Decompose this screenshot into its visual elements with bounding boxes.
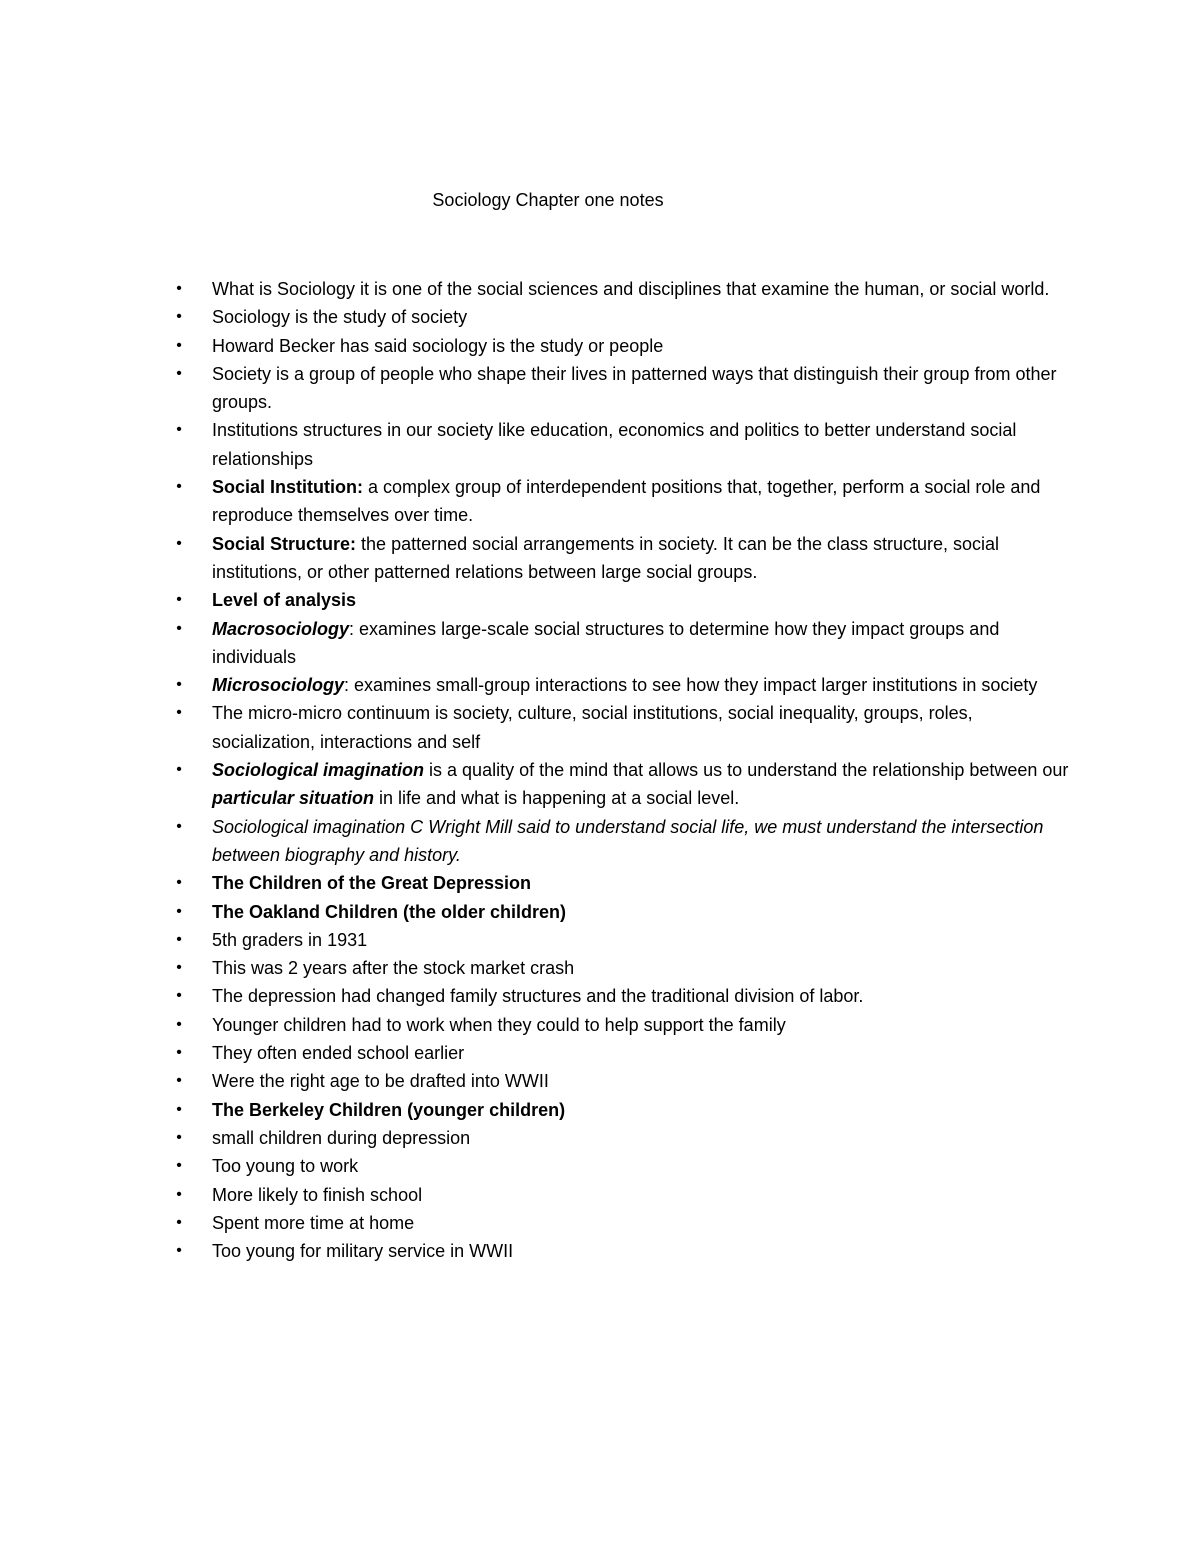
note-text: Were the right age to be drafted into WWII (212, 1071, 549, 1092)
note-text: : examines small-group interactions to see how they impact larger institutions in society (344, 675, 1038, 696)
bullet-icon: • (176, 591, 182, 609)
note-item (176, 360, 1072, 417)
note-text: Society is a group of people who shape their lives in patterned ways that distinguish their group from other groups. (212, 363, 1057, 413)
note-item-sociological-imagination (176, 756, 1072, 813)
note-item-microsociology (176, 671, 1072, 699)
note-item (176, 699, 1072, 756)
note-text: a complex group of interdependent positions that, together, perform a social role and reproduce themselves over time. (212, 477, 1041, 526)
bullet-icon: • (176, 1185, 182, 1203)
bullet-icon: • (176, 817, 182, 835)
bullet-icon: • (176, 959, 182, 977)
bullet-icon: • (176, 336, 182, 354)
note-text: 5th graders in 1931 (212, 929, 368, 950)
note-item-heading (176, 586, 1072, 614)
note-text: The micro-micro continuum is society, culture, social institutions, social inequality, groups, roles, socialization, interactions and self (212, 703, 973, 752)
note-item (176, 954, 1072, 982)
note-text: They often ended school earlier (212, 1043, 465, 1064)
bullet-icon: • (176, 280, 182, 297)
note-item (176, 1039, 1072, 1067)
bullet-icon: • (176, 1015, 182, 1033)
bullet-icon: • (176, 534, 182, 552)
note-item (176, 275, 1072, 303)
note-item-macrosociology (176, 615, 1072, 672)
note-text: is a quality of the mind that allows us to understand the relationship between our (424, 760, 1069, 781)
note-term: particular situation (212, 788, 375, 809)
note-term: Social Institution: (212, 477, 363, 498)
note-text: the patterned social arrangements in society. It can be the class structure, social institutions, or other patterned relations between large social groups. (212, 533, 1000, 582)
bullet-icon: • (176, 421, 182, 439)
note-item (176, 1067, 1072, 1095)
note-item (176, 1124, 1072, 1152)
note-text: small children during depression (212, 1127, 471, 1148)
note-term: Sociological imagination (212, 760, 425, 781)
bullet-icon: • (176, 1072, 182, 1090)
note-item (176, 1181, 1072, 1209)
note-item (176, 416, 1072, 473)
bullet-icon: • (176, 1100, 182, 1118)
note-text: Institutions structures in our society like education, economics and politics to better understand social relationships (212, 420, 1017, 469)
note-text: : examines large-scale social structures to determine how they impact groups and individuals (212, 618, 1000, 667)
note-text: The depression had changed family structures and the traditional division of labor. (212, 986, 864, 1007)
bullet-icon: • (176, 987, 182, 1005)
bullet-icon: • (176, 1242, 182, 1260)
note-item-social-institution (176, 473, 1072, 530)
note-text: Younger children had to work when they could to help support the family (212, 1014, 786, 1035)
note-item-heading (176, 898, 1072, 926)
note-text: What is Sociology it is one of the social sciences and disciplines that examine the human, or social world. (212, 279, 1050, 299)
note-item (176, 332, 1072, 360)
note-item (176, 1152, 1072, 1180)
bullet-icon: • (176, 308, 182, 326)
note-text: Sociological imagination C Wright Mill said to understand social life, we must understand the intersection between biography and history. (212, 816, 1044, 865)
note-text: More likely to finish school (212, 1184, 423, 1205)
note-text: Level of analysis (212, 590, 357, 611)
note-text: Sociology is the study of society (212, 307, 468, 328)
note-item-heading (176, 1096, 1072, 1124)
note-item (176, 1011, 1072, 1039)
bullet-icon: • (176, 704, 182, 722)
bullet-icon: • (176, 676, 182, 694)
note-text: Howard Becker has said sociology is the study or people (212, 335, 664, 356)
note-text: The Berkeley Children (younger children) (212, 1099, 566, 1120)
note-text: Too young for military service in WWII (212, 1241, 514, 1262)
note-item (176, 303, 1072, 331)
note-term: Social Structure: (212, 533, 357, 554)
bullet-icon: • (176, 1044, 182, 1062)
document-title: Sociology Chapter one notes (432, 190, 664, 210)
bullet-icon: • (176, 478, 182, 496)
bullet-icon: • (176, 364, 182, 382)
bullet-icon: • (176, 902, 182, 920)
note-term: Macrosociology (212, 618, 350, 639)
bullet-icon: • (176, 930, 182, 948)
note-item (176, 1209, 1072, 1237)
notes-list (176, 275, 1072, 1265)
note-term: Microsociology (212, 675, 345, 696)
note-item-social-structure (176, 530, 1072, 587)
note-item-italic (176, 813, 1072, 870)
note-text: Too young to work (212, 1156, 359, 1177)
note-text: The Oakland Children (the older children) (212, 901, 567, 922)
note-item (176, 926, 1072, 954)
note-text: This was 2 years after the stock market crash (212, 958, 575, 979)
note-text: The Children of the Great Depression (212, 873, 532, 894)
note-text: Spent more time at home (212, 1212, 415, 1233)
note-text: in life and what is happening at a social level. (374, 788, 740, 809)
bullet-icon: • (176, 874, 182, 892)
bullet-icon: • (176, 1157, 182, 1175)
note-item (176, 1237, 1072, 1265)
note-item-heading (176, 869, 1072, 897)
bullet-icon: • (176, 1128, 182, 1146)
note-item (176, 982, 1072, 1010)
bullet-icon: • (176, 619, 182, 637)
bullet-icon: • (176, 761, 182, 779)
bullet-icon: • (176, 1213, 182, 1231)
